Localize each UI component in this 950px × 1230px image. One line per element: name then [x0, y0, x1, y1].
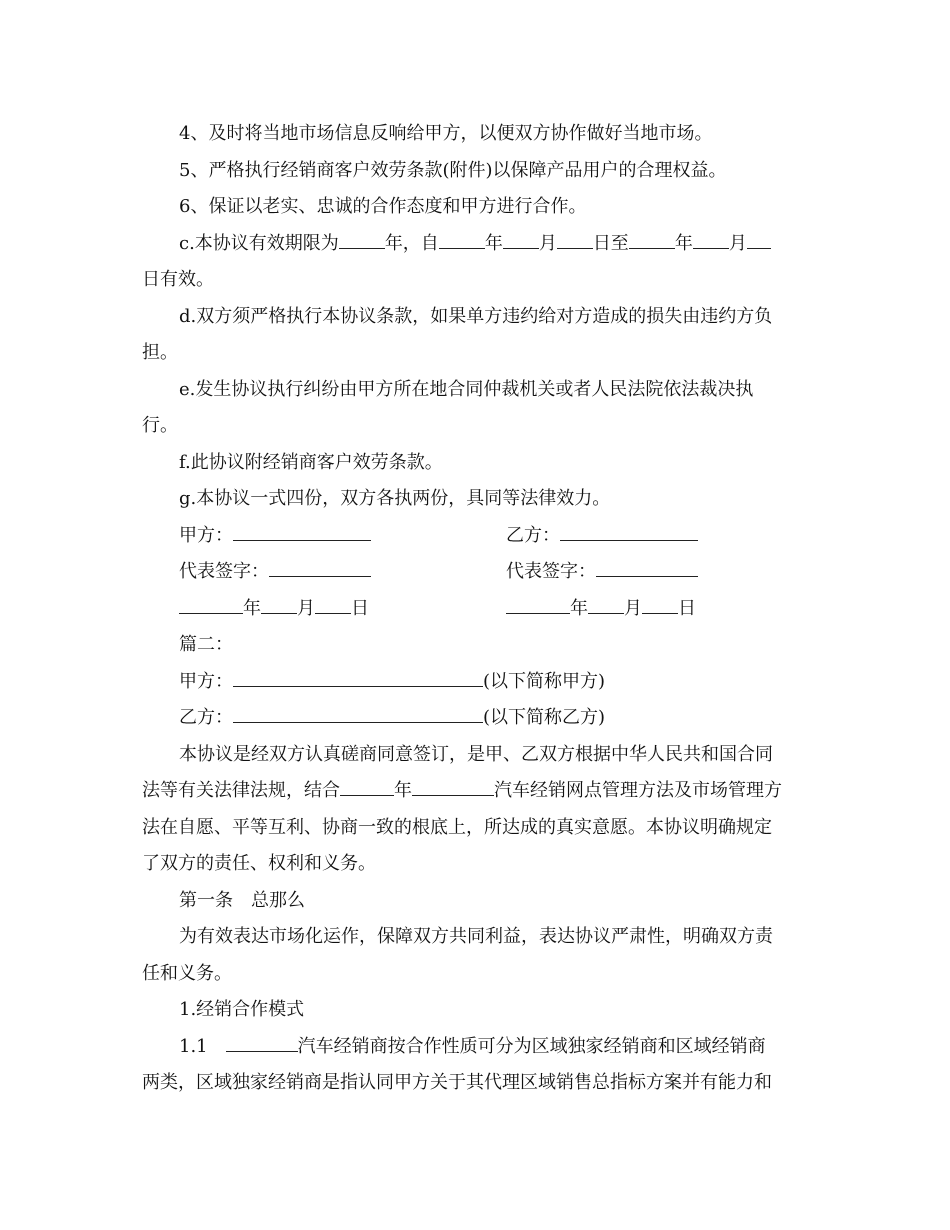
- blank-party-b: [560, 522, 698, 541]
- part2-intro-line1: 本协议是经双方认真磋商同意签订，是甲、乙双方根据中华人民共和国合同: [179, 743, 773, 765]
- clause-c-line2: 日有效。: [142, 269, 214, 290]
- blank-term-years: [339, 230, 385, 249]
- blank-rep-a: [269, 558, 371, 577]
- signature-rep-row: [142, 554, 812, 591]
- clause-e-line1: e.发生协议执行纠纷由甲方所在地合同仲裁机关或者人民法院依法裁决执: [179, 378, 754, 400]
- blank-party-a: [233, 522, 371, 541]
- clause-e-line2: 行。: [142, 415, 178, 436]
- purpose-line1: 为有效表达市场化运作，保障双方共同利益，表达协议严肃性，明确双方责: [179, 926, 773, 947]
- blank-part2-party-a: [233, 668, 483, 687]
- part2-party-a: 甲方： (以下简称甲方): [142, 664, 812, 701]
- part2-intro-line3: 法在自愿、平等互利、协商一致的根底上，所达成的真实意愿。本协议明确规定: [142, 816, 772, 838]
- document-body: [142, 116, 812, 1102]
- blank-intro-year: [340, 777, 394, 796]
- article-1-heading: 第一条 总那么: [179, 889, 305, 911]
- clause-c-line1: c.本协议有效期限为 年，自 年 月 日至 年 月: [142, 226, 812, 263]
- section-1-1-line2: 两类，区域独家经销商是指认同甲方关于其代理区域销售总指标方案并有能力和: [142, 1072, 772, 1093]
- blank-intro-brand: [412, 777, 494, 796]
- clause-g: g.本协议一式四份，双方各执两份，具同等法律效力。: [179, 488, 611, 509]
- signature-party-row: [142, 518, 812, 555]
- blank-end-month: [693, 230, 729, 249]
- party-b-signature: 乙方：: [506, 518, 698, 555]
- clause-5: 5、严格执行经销商客户效劳条款(附件)以保障产品用户的合理权益。: [179, 159, 727, 181]
- section-1-heading: 1.经销合作模式: [179, 999, 305, 1020]
- party-b-date: 年 月 日: [506, 591, 696, 628]
- part2-heading: 篇二：: [179, 634, 233, 655]
- party-a-rep: 代表签字：: [179, 554, 371, 591]
- blank-end-year: [629, 230, 675, 249]
- part2-intro-line2: 法等有关法律法规，结合 年 汽车经销网点管理方法及市场管理方: [142, 773, 812, 810]
- purpose-line2: 任和义务。: [142, 962, 232, 984]
- blank-start-day: [557, 230, 593, 249]
- part2-party-b: 乙方： (以下简称乙方): [142, 700, 812, 737]
- clause-4: 4、及时将当地市场信息反响给甲方，以便双方协作做好当地市场。: [179, 123, 713, 144]
- part2-intro-line4: 了双方的责任、权利和义务。: [142, 853, 376, 874]
- signature-date-row: [142, 591, 812, 628]
- clause-d-line2: 担。: [142, 342, 178, 363]
- blank-brand: [226, 1033, 298, 1052]
- blank-start-month: [503, 230, 539, 249]
- blank-rep-b: [596, 558, 698, 577]
- blank-part2-party-b: [233, 704, 483, 723]
- blank-start-year: [439, 230, 485, 249]
- party-b-rep: 代表签字：: [506, 554, 698, 591]
- clause-f: f.此协议附经销商客户效劳条款。: [179, 451, 443, 473]
- party-a-signature: 甲方：: [179, 518, 371, 555]
- clause-6: 6、保证以老实、忠诚的合作态度和甲方进行合作。: [179, 196, 587, 217]
- section-1-1-line1: 1.1 汽车经销商按合作性质可分为区域独家经销商和区域经销商: [142, 1029, 812, 1066]
- clause-d-line1: d.双方须严格执行本协议条款，如果单方违约给对方造成的损失由违约方负: [179, 305, 773, 327]
- blank-end-day: [747, 230, 771, 249]
- party-a-date: 年 月 日: [179, 591, 369, 628]
